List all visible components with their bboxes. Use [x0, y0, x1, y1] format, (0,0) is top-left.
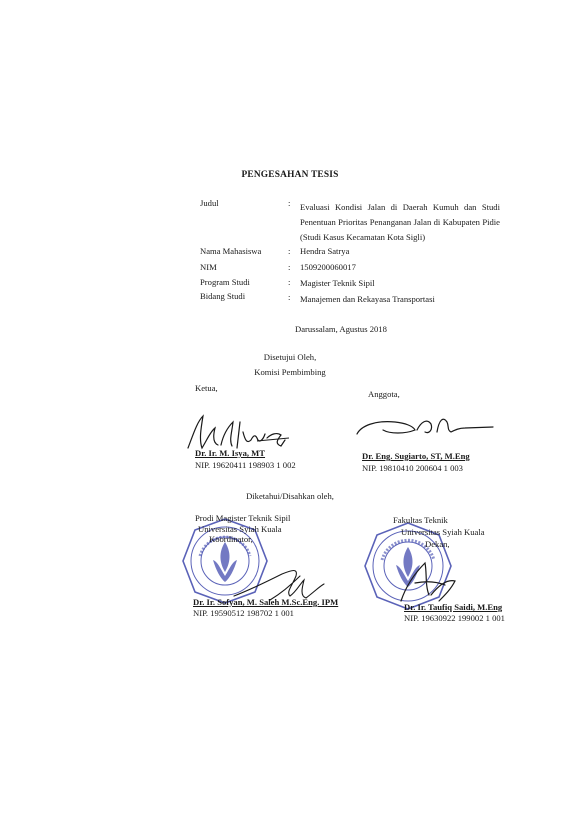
- field-value-nim: 1509200060017: [300, 262, 356, 272]
- field-value-nama: Hendra Satrya: [300, 246, 350, 256]
- field-label-nama: Nama Mahasiswa: [200, 246, 262, 256]
- approved-by: Disetujui Oleh,: [263, 352, 317, 362]
- known-by: Diketahui/Disahkan oleh,: [246, 491, 334, 501]
- ketua-label: Ketua,: [195, 383, 218, 393]
- field-value-prodi: Magister Teknik Sipil: [300, 278, 375, 288]
- field-colon: :: [288, 292, 291, 302]
- field-colon: :: [288, 277, 291, 287]
- ketua-name: Dr. Ir. M. Isya, MT: [195, 448, 266, 458]
- committee-label: Komisi Pembimbing: [254, 367, 326, 377]
- field-label-nim: NIM: [200, 262, 217, 272]
- right-org-line3: Dekan,: [425, 539, 450, 549]
- field-colon: :: [288, 198, 291, 208]
- right-org-line1: Fakultas Teknik: [393, 515, 448, 525]
- left-org-line3: Koordinator,: [209, 534, 253, 544]
- left-org-line2: Universitas Syiah Kuala: [198, 524, 282, 534]
- right-signatory-nip: NIP. 19630922 199002 1 001: [404, 613, 505, 623]
- field-colon: :: [288, 262, 291, 272]
- field-label-judul: Judul: [200, 198, 219, 208]
- left-signatory-name: Dr. Ir. Sofyan, M. Saleh M.Sc.Eng. IPM: [193, 597, 339, 607]
- field-label-bidang: Bidang Studi: [200, 291, 246, 301]
- ketua-nip: NIP. 19620411 198903 1 002: [195, 460, 296, 470]
- field-value-judul: Evaluasi Kondisi Jalan di Daerah Kumuh dan Studi Penentuan Prioritas Penanganan Jalan di Kabupaten Pidie (Studi Kasus Kecamatan Kota Sigli): [300, 202, 500, 242]
- anggota-name: Dr. Eng. Sugiarto, ST, M.Eng: [362, 451, 470, 461]
- anggota-nip: NIP. 19810410 200604 1 003: [362, 463, 463, 473]
- right-dean-signature: [395, 555, 465, 607]
- right-org-line2: Universitas Syiah Kuala: [401, 527, 485, 537]
- left-org-line1: Prodi Magister Teknik Sipil: [195, 513, 291, 523]
- place-date: Darussalam, Agustus 2018: [295, 324, 387, 334]
- field-label-prodi: Program Studi: [200, 277, 250, 287]
- right-signatory-name: Dr. Ir. Taufiq Saidi, M.Eng: [404, 602, 503, 612]
- field-colon: :: [288, 246, 291, 256]
- left-signatory-nip: NIP. 19590512 198702 1 001: [193, 608, 294, 618]
- page-title: PENGESAHAN TESIS: [241, 170, 339, 180]
- field-value-bidang: Manajemen dan Rekayasa Transportasi: [300, 294, 435, 304]
- anggota-signature: [355, 412, 495, 442]
- anggota-label: Anggota,: [368, 389, 400, 399]
